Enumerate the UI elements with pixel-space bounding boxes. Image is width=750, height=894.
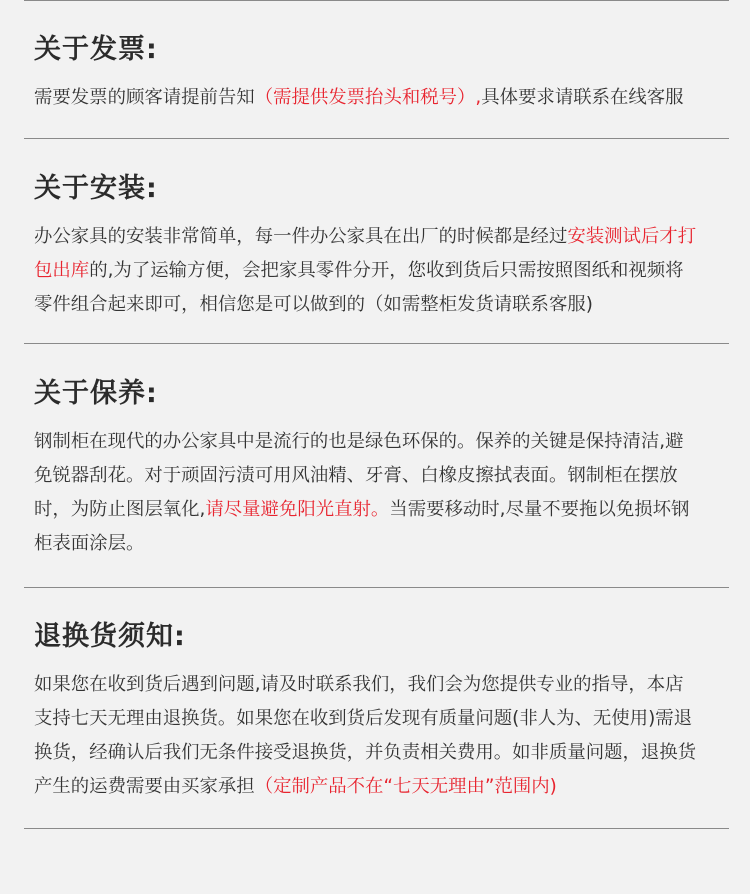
text-run: 需要发票的顾客请提前告知 [34, 87, 255, 108]
section-line [34, 493, 729, 527]
highlight-text: 安装测试后才打 [567, 226, 697, 247]
text-run: 柜表面涂层。 [34, 533, 145, 554]
section-returns [34, 620, 729, 804]
divider [24, 587, 729, 588]
section-title-invoice: 关于发票: [34, 34, 158, 65]
highlight-text: 包出库 [34, 260, 90, 281]
text-run: 钢制柜在现代的办公家具中是流行的也是绿色环保的。保养的关键是保持清洁,避 [34, 431, 684, 452]
section-title-installation: 关于安装: [34, 173, 158, 204]
section-title-maintenance: 关于保养: [34, 378, 158, 409]
section-installation [34, 172, 729, 322]
text-run: 产生的运费需要由买家承担 [34, 776, 255, 797]
section-line [34, 702, 729, 736]
text-run: 如果您在收到货后遇到问题,请及时联系我们，我们会为您提供专业的指导，本店 [34, 674, 684, 695]
divider [24, 343, 729, 344]
section-title-returns: 退换货须知: [34, 621, 186, 652]
section-line [34, 425, 729, 459]
text-run: 支持七天无理由退换货。如果您在收到货后发现有质量问题(非人为、无使用)需退 [34, 708, 693, 729]
text-run: 具体要求请联系在线客服 [481, 87, 684, 108]
section-line [34, 459, 729, 493]
text-run: 办公家具的安装非常简单，每一件办公家具在出厂的时候都是经过 [34, 226, 568, 247]
section-line [34, 81, 729, 115]
divider-top [24, 0, 729, 1]
section-line [34, 220, 729, 254]
highlight-text: （定制产品不在“七天无理由”范围内) [254, 776, 557, 797]
text-run: 换货，经确认后我们无条件接受退换货，并负责相关费用。如非质量问题，退换货 [34, 742, 697, 763]
highlight-text: 请尽量避免阳光直射。 [205, 499, 390, 520]
divider-bottom [24, 828, 729, 829]
highlight-text: （需提供发票抬头和税号）, [254, 87, 482, 108]
section-line [34, 288, 729, 322]
section-line [34, 254, 729, 288]
text-run: 当需要移动时,尽量不要拖以免损坏钢 [389, 499, 690, 520]
text-run: 的,为了运输方便，会把家具零件分开，您收到货后只需按照图纸和视频将 [89, 260, 684, 281]
divider [24, 138, 729, 139]
section-line [34, 527, 729, 561]
section-line [34, 736, 729, 770]
section-line [34, 668, 729, 702]
text-run: 时，为防止图层氧化, [34, 499, 206, 520]
text-run: 零件组合起来即可，相信您是可以做到的（如需整柜发货请联系客服) [34, 294, 593, 315]
section-maintenance [34, 377, 729, 561]
section-invoice [34, 33, 729, 115]
section-line [34, 770, 729, 804]
text-run: 免锐器刮花。对于顽固污渍可用风油精、牙膏、白橡皮擦拭表面。钢制柜在摆放 [34, 465, 678, 486]
